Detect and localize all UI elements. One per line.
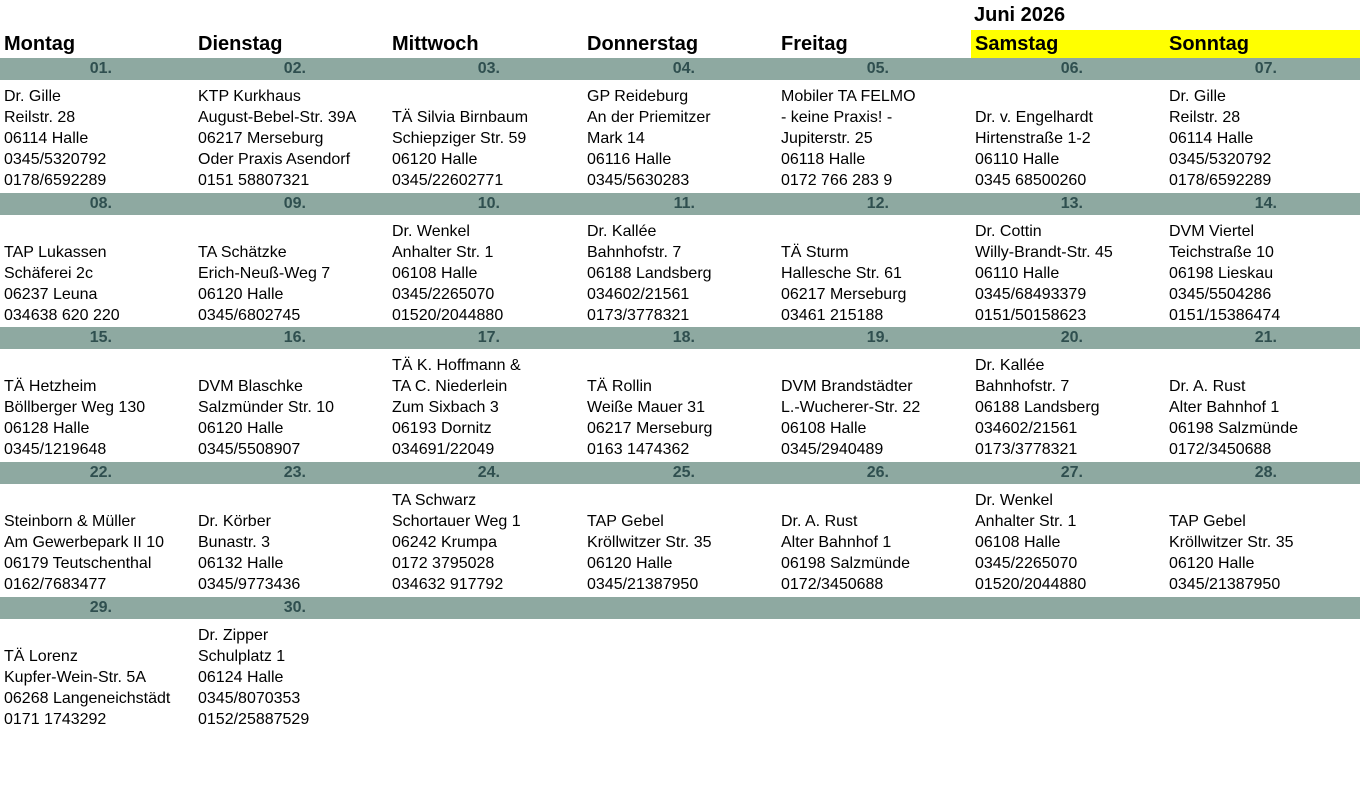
on-call-entry <box>971 355 1165 460</box>
practice-name: TÄ Hetzheim <box>4 378 97 395</box>
entry-line: 0345 68500260 <box>975 172 1087 189</box>
on-call-entry <box>1165 490 1359 595</box>
entry-line: 01520/2044880 <box>392 307 504 324</box>
entry-line: Bahnhofstr. 7 <box>587 244 682 261</box>
practice-name: Dr. Gille <box>4 88 61 105</box>
entry-line: Reilstr. 28 <box>4 109 76 126</box>
entry-line: Willy-Brandt-Str. 45 <box>975 244 1113 261</box>
entry-line: Hallesche Str. 61 <box>781 265 902 282</box>
on-call-entry <box>388 355 582 460</box>
entry-line: 06217 Merseburg <box>781 286 907 303</box>
practice-name: TÄ K. Hoffmann & <box>392 357 521 374</box>
weekday-header-saturday: Samstag <box>971 30 1165 58</box>
date-label: 16. <box>283 329 306 346</box>
entry-line: 0151/15386474 <box>1169 307 1281 324</box>
date-label <box>777 597 971 619</box>
date-label: 07. <box>1254 60 1277 77</box>
entry-line: 0172 3795028 <box>392 555 495 572</box>
entry-line: 06114 Halle <box>1169 130 1254 147</box>
entry-line: 034602/21561 <box>587 286 690 303</box>
entry-line: 0171 1743292 <box>4 711 107 728</box>
practice-name: TÄ Rollin <box>587 378 652 395</box>
entry-line: Schiepziger Str. 59 <box>392 130 527 147</box>
entry-line: 0345/5320792 <box>1169 151 1272 168</box>
entry-line: 06118 Halle <box>781 151 866 168</box>
entry-line: 06268 Langeneichstädt <box>4 690 171 707</box>
entry-line: 034638 620 220 <box>4 307 120 324</box>
on-call-entry <box>583 221 777 326</box>
on-call-entry <box>583 355 777 460</box>
practice-name: GP Reideburg <box>587 88 689 105</box>
entry-line: TA C. Niederlein <box>392 378 508 395</box>
practice-name: TA Schätzke <box>198 244 287 261</box>
entry-line: 0345/8070353 <box>198 690 301 707</box>
weekday-header-wednesday: Mittwoch <box>392 33 479 55</box>
entry-line: Schulplatz 1 <box>198 648 286 665</box>
date-label: 22. <box>89 464 112 481</box>
entry-line: Teichstraße 10 <box>1169 244 1274 261</box>
entry-line: Jupiterstr. 25 <box>781 130 873 147</box>
entry-line: Kupfer-Wein-Str. 5A <box>4 669 146 686</box>
date-label <box>388 597 582 619</box>
entry-line: 06132 Halle <box>198 555 284 572</box>
entry-line: 06217 Merseburg <box>198 130 324 147</box>
practice-name: DVM Blaschke <box>198 378 303 395</box>
date-label: 11. <box>673 195 695 212</box>
practice-name: Dr. Körber <box>198 513 271 530</box>
entry-line: 0162/7683477 <box>4 576 107 593</box>
on-call-entry <box>777 86 971 191</box>
on-call-entry <box>583 490 777 595</box>
entry-line: Zum Sixbach 3 <box>392 399 499 416</box>
entry-line: Hirtenstraße 1-2 <box>975 130 1091 147</box>
entry-line: 0345/5504286 <box>1169 286 1272 303</box>
on-call-entry <box>0 490 194 595</box>
entry-line: 0345/2265070 <box>975 555 1078 572</box>
date-label: 03. <box>477 60 500 77</box>
practice-name: TÄ Sturm <box>781 244 849 261</box>
entry-line: 06120 Halle <box>392 151 478 168</box>
entry-line: 0345/2265070 <box>392 286 495 303</box>
entry-line: 034632 917792 <box>392 576 504 593</box>
on-call-entry <box>1165 86 1359 191</box>
on-call-entry <box>971 86 1165 191</box>
entry-line: 06114 Halle <box>4 130 89 147</box>
date-label: 26. <box>866 464 889 481</box>
entry-line: Mark 14 <box>587 130 645 147</box>
entry-line: Schäferei 2c <box>4 265 93 282</box>
entry-line: 0152/25887529 <box>198 711 310 728</box>
entry-line: Oder Praxis Asendorf <box>198 151 351 168</box>
entry-line: 06188 Landsberg <box>975 399 1100 416</box>
entry-line: 06242 Krumpa <box>392 534 497 551</box>
date-label: 02. <box>283 60 306 77</box>
date-label: 25. <box>672 464 695 481</box>
practice-name: Dr. Cottin <box>975 223 1042 240</box>
entry-line: Bahnhofstr. 7 <box>975 378 1070 395</box>
on-call-entry <box>0 355 194 460</box>
date-label <box>583 597 777 619</box>
practice-name: Dr. A. Rust <box>781 513 858 530</box>
on-call-entry <box>194 86 388 191</box>
practice-name: TÄ Silvia Birnbaum <box>392 109 529 126</box>
entry-line: 06179 Teutschenthal <box>4 555 152 572</box>
entry-line: 06193 Dornitz <box>392 420 492 437</box>
entry-line: 06108 Halle <box>975 534 1061 551</box>
on-call-entry <box>0 625 194 730</box>
entry-line: 06198 Salzmünde <box>781 555 910 572</box>
on-call-entry <box>777 625 971 730</box>
practice-name: Dr. Kallée <box>975 357 1045 374</box>
on-call-entry <box>1165 625 1359 730</box>
entry-line: 06110 Halle <box>975 151 1060 168</box>
date-label: 01. <box>89 60 112 77</box>
date-label: 04. <box>672 60 695 77</box>
on-call-entry <box>971 625 1165 730</box>
entry-line: 0345/21387950 <box>1169 576 1281 593</box>
date-label: 29. <box>89 599 112 616</box>
entry-line: Kröllwitzer Str. 35 <box>587 534 712 551</box>
entry-line: 0173/3778321 <box>587 307 690 324</box>
practice-name: Dr. Wenkel <box>975 492 1053 509</box>
weekday-header-friday: Freitag <box>781 33 848 55</box>
entry-line: 0345/5508907 <box>198 441 301 458</box>
practice-name: DVM Viertel <box>1169 223 1255 240</box>
entry-line: 06198 Lieskau <box>1169 265 1274 282</box>
entry-line: Am Gewerbepark II 10 <box>4 534 165 551</box>
entry-line: Reilstr. 28 <box>1169 109 1241 126</box>
practice-name: DVM Brandstädter <box>781 378 913 395</box>
entry-line: 0345/5320792 <box>4 151 107 168</box>
date-label: 13. <box>1060 195 1083 212</box>
date-label: 12. <box>866 195 889 212</box>
month-title: Juni 2026 <box>974 4 1066 26</box>
date-label: 08. <box>89 195 112 212</box>
practice-name: Steinborn & Müller <box>4 513 136 530</box>
date-label: 09. <box>283 195 306 212</box>
on-call-entry <box>0 86 194 191</box>
entry-line: Weiße Mauer 31 <box>587 399 705 416</box>
entry-line: Alter Bahnhof 1 <box>781 534 892 551</box>
date-label: 24. <box>477 464 500 481</box>
on-call-entry <box>1165 355 1359 460</box>
entry-line: 0172/3450688 <box>1169 441 1272 458</box>
entry-line: 01520/2044880 <box>975 576 1087 593</box>
entry-line: 0163 1474362 <box>587 441 690 458</box>
entry-line: Anhalter Str. 1 <box>975 513 1077 530</box>
weekday-header-monday: Montag <box>4 33 76 55</box>
entry-line: 06128 Halle <box>4 420 90 437</box>
practice-name: Dr. Gille <box>1169 88 1226 105</box>
entry-line: 0345/5630283 <box>587 172 690 189</box>
on-call-entry <box>1165 221 1359 326</box>
entry-line: 06120 Halle <box>1169 555 1255 572</box>
entry-line: An der Priemitzer <box>587 109 711 126</box>
on-call-entry <box>194 221 388 326</box>
date-label: 05. <box>866 60 889 77</box>
practice-name: Mobiler TA FELMO <box>781 88 916 105</box>
date-label: 06. <box>1060 60 1083 77</box>
entry-line: Erich-Neuß-Weg 7 <box>198 265 331 282</box>
entry-line: Salzmünder Str. 10 <box>198 399 335 416</box>
date-label: 23. <box>283 464 306 481</box>
on-call-entry <box>583 86 777 191</box>
entry-line: Bunastr. 3 <box>198 534 271 551</box>
on-call-entry <box>388 490 582 595</box>
date-label: 20. <box>1060 329 1083 346</box>
entry-line: Böllberger Weg 130 <box>4 399 146 416</box>
on-call-entry <box>777 221 971 326</box>
practice-name: Dr. Zipper <box>198 627 269 644</box>
entry-line: 0345/2940489 <box>781 441 884 458</box>
entry-line: 0345/1219648 <box>4 441 107 458</box>
on-call-entry <box>388 221 582 326</box>
weekday-header-sunday: Sonntag <box>1165 30 1360 58</box>
date-label: 30. <box>283 599 306 616</box>
entry-line: 06110 Halle <box>975 265 1060 282</box>
entry-line: August-Bebel-Str. 39A <box>198 109 357 126</box>
on-call-entry <box>777 490 971 595</box>
on-call-entry <box>194 625 388 730</box>
entry-line: 0345/9773436 <box>198 576 301 593</box>
on-call-entry <box>388 625 582 730</box>
on-call-entry <box>194 490 388 595</box>
weekday-header-tuesday: Dienstag <box>198 33 283 55</box>
entry-line: Alter Bahnhof 1 <box>1169 399 1280 416</box>
entry-line: 0178/6592289 <box>4 172 107 189</box>
on-call-entry <box>971 221 1165 326</box>
entry-line: 03461 215188 <box>781 307 884 324</box>
practice-name: TÄ Lorenz <box>4 648 78 665</box>
on-call-entry <box>0 221 194 326</box>
weekday-header-thursday: Donnerstag <box>587 33 699 55</box>
entry-line: 06108 Halle <box>781 420 867 437</box>
date-label <box>1165 597 1359 619</box>
entry-line: 06237 Leuna <box>4 286 98 303</box>
practice-name: TAP Gebel <box>1169 513 1246 530</box>
entry-line: 06217 Merseburg <box>587 420 713 437</box>
entry-line: 06116 Halle <box>587 151 672 168</box>
entry-line: 06108 Halle <box>392 265 478 282</box>
entry-line: 0151/50158623 <box>975 307 1087 324</box>
entry-line: 0178/6592289 <box>1169 172 1272 189</box>
entry-line: 034602/21561 <box>975 420 1078 437</box>
entry-line: - keine Praxis! - <box>781 109 893 126</box>
entry-line: 0345/68493379 <box>975 286 1087 303</box>
date-label: 21. <box>1254 329 1277 346</box>
entry-line: Schortauer Weg 1 <box>392 513 521 530</box>
entry-line: 06120 Halle <box>198 420 284 437</box>
practice-name: TAP Gebel <box>587 513 664 530</box>
entry-line: Anhalter Str. 1 <box>392 244 494 261</box>
date-label: 27. <box>1060 464 1083 481</box>
on-call-entry <box>777 355 971 460</box>
practice-name: Dr. v. Engelhardt <box>975 109 1093 126</box>
practice-name: KTP Kurkhaus <box>198 88 301 105</box>
practice-name: Dr. Kallée <box>587 223 657 240</box>
on-call-entry <box>583 625 777 730</box>
date-label: 28. <box>1254 464 1277 481</box>
practice-name: TAP Lukassen <box>4 244 107 261</box>
practice-name: Dr. A. Rust <box>1169 378 1246 395</box>
entry-line: 0345/6802745 <box>198 307 301 324</box>
on-call-entry <box>971 490 1165 595</box>
entry-line: 0345/22602771 <box>392 172 504 189</box>
entry-line: Kröllwitzer Str. 35 <box>1169 534 1294 551</box>
date-label: 14. <box>1254 195 1277 212</box>
on-call-entry <box>388 86 582 191</box>
date-label: 18. <box>672 329 695 346</box>
date-label: 10. <box>477 195 500 212</box>
entry-line: 06124 Halle <box>198 669 284 686</box>
entry-line: 0151 58807321 <box>198 172 310 189</box>
entry-line: 06120 Halle <box>587 555 673 572</box>
entry-line: 06188 Landsberg <box>587 265 712 282</box>
date-label <box>971 597 1165 619</box>
practice-name: TA Schwarz <box>392 492 477 509</box>
date-label: 15. <box>89 329 112 346</box>
entry-line: 0172 766 283 9 <box>781 172 893 189</box>
practice-name: Dr. Wenkel <box>392 223 470 240</box>
entry-line: 06120 Halle <box>198 286 284 303</box>
entry-line: 0345/21387950 <box>587 576 699 593</box>
entry-line: 0173/3778321 <box>975 441 1078 458</box>
entry-line: L.-Wucherer-Str. 22 <box>781 399 921 416</box>
entry-line: 034691/22049 <box>392 441 495 458</box>
date-label: 17. <box>477 329 500 346</box>
on-call-entry <box>194 355 388 460</box>
entry-line: 06198 Salzmünde <box>1169 420 1298 437</box>
weekday-header-row <box>0 30 1360 58</box>
date-label: 19. <box>866 329 889 346</box>
entry-line: 0172/3450688 <box>781 576 884 593</box>
